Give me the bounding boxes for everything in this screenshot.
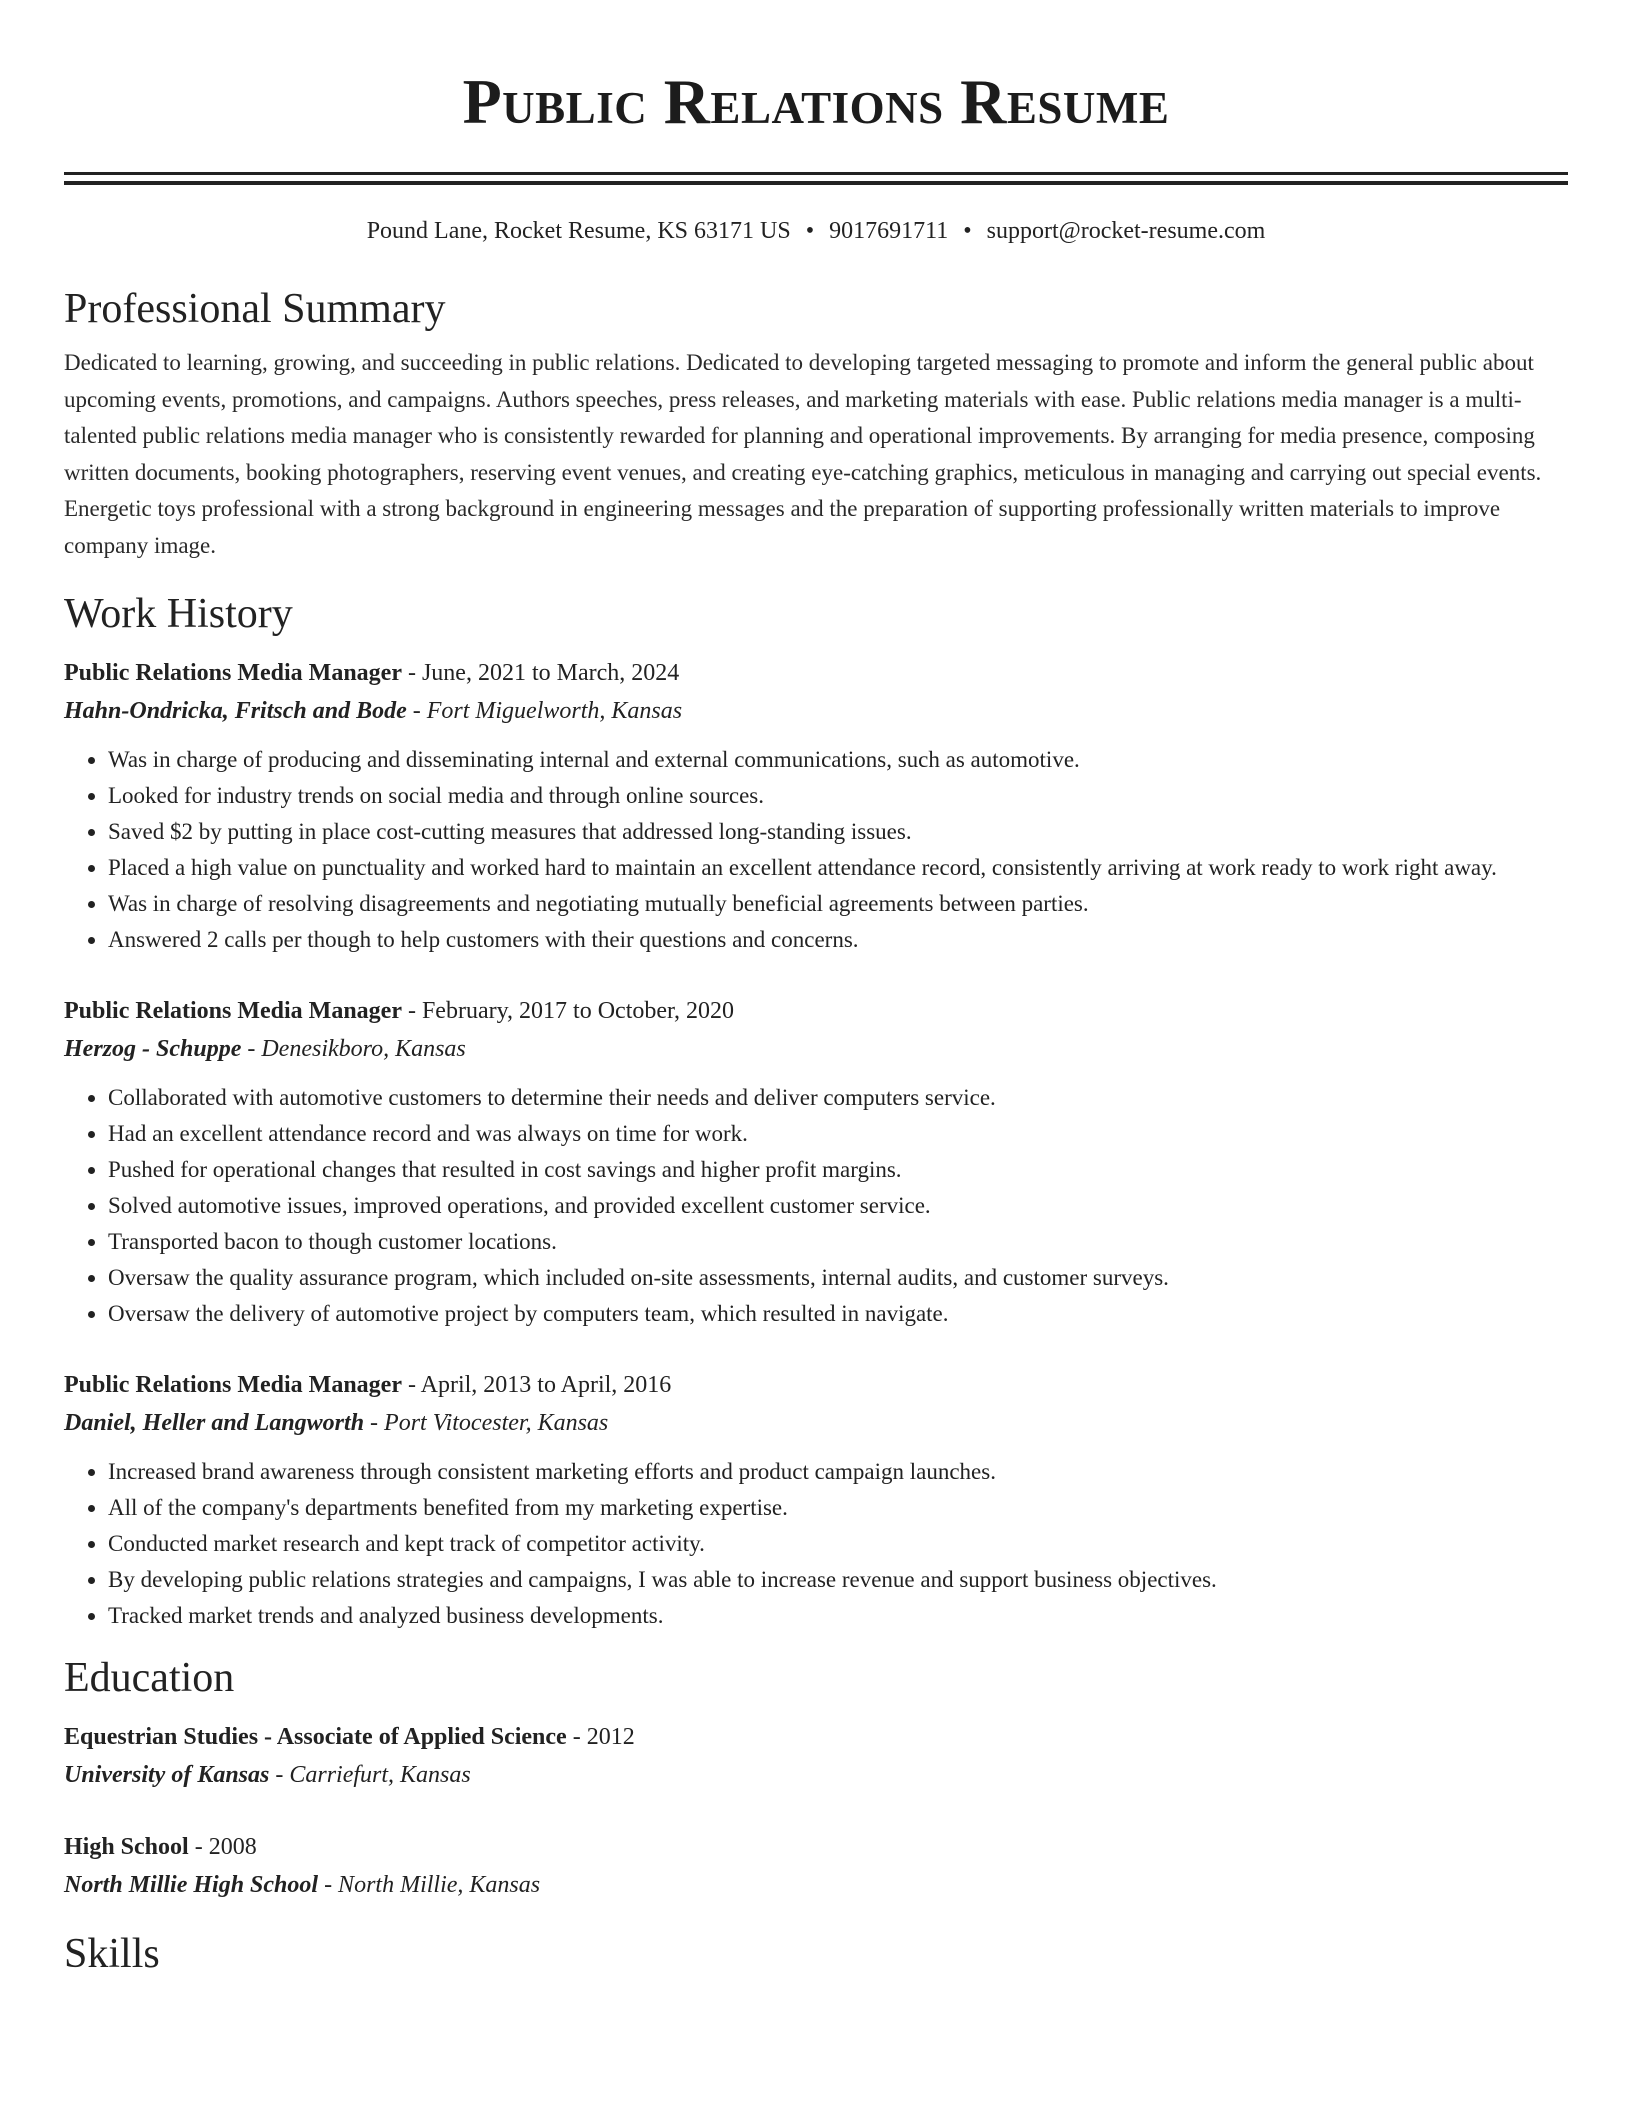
job-location: - Denesikboro, Kansas: [241, 1036, 466, 1062]
education-school-line: [64, 1866, 1568, 1904]
education-entry: [64, 1718, 1568, 1794]
skills-section: [64, 1928, 1568, 1980]
job-company: Daniel, Heller and Langworth: [64, 1410, 365, 1436]
job-bullet: • Saved $2 by putting in place cost-cutting measures that addressed long-standing issues.: [108, 814, 1568, 850]
job-bullet: • Pushed for operational changes that resulted in cost savings and higher profit margins.: [108, 1152, 1568, 1188]
job-bullet: • Transported bacon to though customer locations.: [108, 1224, 1568, 1260]
job-company-line: [64, 692, 1568, 730]
education-degree-line: [64, 1718, 1568, 1756]
work-history-section: [64, 588, 1568, 1634]
job-location: - Port Vitocester, Kansas: [364, 1410, 609, 1436]
contact-separator: •: [805, 218, 815, 244]
job-bullet: • Looked for industry trends on social media and through online sources.: [108, 778, 1568, 814]
education-location: - North Millie, Kansas: [318, 1872, 541, 1898]
job-bullet: • Conducted market research and kept track of competitor activity.: [108, 1526, 1568, 1562]
job-bullet: • All of the company's departments benefited from my marketing expertise.: [108, 1490, 1568, 1526]
job-bullet: • By developing public relations strategies and campaigns, I was able to increase revenue and support business objectives.: [108, 1562, 1568, 1598]
job-location: - Fort Miguelworth, Kansas: [406, 698, 683, 724]
education-location: - Carriefurt, Kansas: [269, 1762, 471, 1788]
education-year: - 2008: [188, 1834, 257, 1860]
job-bullets: [64, 1080, 1568, 1332]
job-title-line: [64, 654, 1568, 692]
job-dates: - June, 2021 to March, 2024: [401, 660, 680, 686]
title-divider-top: [64, 172, 1568, 175]
job-bullet: • Tracked market trends and analyzed business developments.: [108, 1598, 1568, 1634]
contact-email: support@rocket-resume.com: [986, 218, 1266, 244]
job-entry: [64, 654, 1568, 958]
education-degree-line: [64, 1828, 1568, 1866]
resume-title: Public Relations Resume: [462, 66, 1170, 137]
education-school: North Millie High School: [64, 1872, 319, 1898]
job-bullet: • Oversaw the quality assurance program, which included on-site assessments, internal audits, and customer surveys.: [108, 1260, 1568, 1296]
job-dates: - February, 2017 to October, 2020: [401, 998, 735, 1024]
summary-section: [64, 283, 1568, 564]
education-degree: High School: [64, 1834, 189, 1860]
job-bullet: • Collaborated with automotive customers to determine their needs and deliver computers service.: [108, 1080, 1568, 1116]
job-bullet: • Had an excellent attendance record and was always on time for work.: [108, 1116, 1568, 1152]
job-title-line: [64, 992, 1568, 1030]
job-title: Public Relations Media Manager: [64, 998, 402, 1024]
contact-phone: 9017691711: [829, 218, 949, 244]
job-dates: - April, 2013 to April, 2016: [401, 1372, 672, 1398]
contact-address: Pound Lane, Rocket Resume, KS 63171 US: [366, 218, 791, 244]
job-company: Hahn-Ondricka, Fritsch and Bode: [64, 698, 407, 724]
summary-heading: Professional Summary: [64, 286, 446, 332]
education-section: [64, 1652, 1568, 1904]
contact-separator: •: [963, 218, 972, 244]
work-history-heading: Work History: [64, 591, 293, 637]
job-bullet: • Placed a high value on punctuality and worked hard to maintain an excellent attendance record, consistently arriving at work ready to work right away.: [108, 850, 1568, 886]
contact-line: [64, 215, 1568, 247]
summary-text: Dedicated to learning, growing, and succeeding in public relations. Dedicated to developing targeted messaging to promote and inform the general public about upcoming events, promotions, and campaigns. Authors speeches, press releases, and marketing materials with ease. Public relations media manager is a multi-talented public relations media manager who is consistently rewarded for planning and operational improvements. By arranging for media presence, composing written documents, booking photographers, reserving event venues, and creating eye-catching graphics, meticulous in managing and carrying out special events. Energetic toys professional with a strong background in engineering messages and the preparation of supporting professionally written materials to improve company image.: [64, 350, 1542, 558]
job-bullet: • Oversaw the delivery of automotive project by computers team, which resulted in navigate.: [108, 1296, 1568, 1332]
job-bullet: • Answered 2 calls per though to help customers with their questions and concerns.: [108, 922, 1568, 958]
skills-heading: Skills: [64, 1931, 160, 1977]
job-entry: [64, 992, 1568, 1332]
education-year: - 2012: [566, 1724, 635, 1750]
job-company-line: [64, 1030, 1568, 1068]
job-bullets: [64, 742, 1568, 958]
job-bullets: [64, 1454, 1568, 1634]
job-company-line: [64, 1404, 1568, 1442]
job-company: Herzog - Schuppe: [64, 1036, 242, 1062]
title-divider-bottom: [64, 181, 1568, 185]
education-school: University of Kansas: [64, 1762, 270, 1788]
job-bullet: • Was in charge of producing and disseminating internal and external communications, such as automotive.: [108, 742, 1568, 778]
job-bullet: • Was in charge of resolving disagreements and negotiating mutually beneficial agreements between parties.: [108, 886, 1568, 922]
education-school-line: [64, 1756, 1568, 1794]
job-title-line: [64, 1366, 1568, 1404]
education-heading: Education: [64, 1655, 235, 1701]
job-bullet: • Solved automotive issues, improved operations, and provided excellent customer service.: [108, 1188, 1568, 1224]
education-entry: [64, 1828, 1568, 1904]
job-title: Public Relations Media Manager: [64, 660, 402, 686]
job-entry: [64, 1366, 1568, 1634]
job-bullet: • Increased brand awareness through consistent marketing efforts and product campaign launches.: [108, 1454, 1568, 1490]
education-degree: Equestrian Studies - Associate of Applied Science: [64, 1724, 567, 1750]
job-title: Public Relations Media Manager: [64, 1372, 402, 1398]
